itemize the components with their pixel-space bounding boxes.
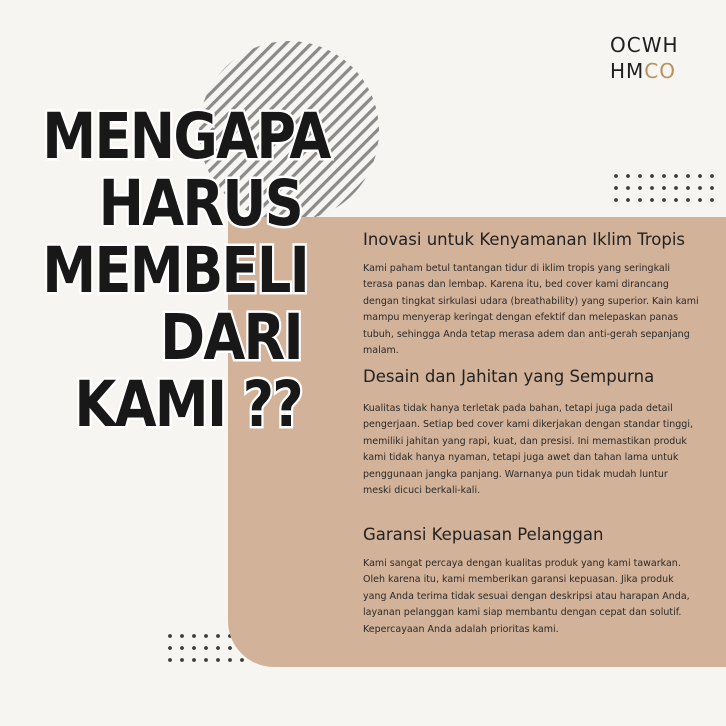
decorative-dot	[674, 186, 678, 190]
headline	[0, 100, 330, 441]
decorative-dot	[710, 174, 714, 178]
decorative-dot	[614, 174, 618, 178]
section-title: Garansi Kepuasan Pelanggan	[363, 525, 604, 544]
decorative-dot	[650, 198, 654, 202]
section-satisfaction-guarantee	[363, 525, 713, 638]
decorative-dot	[638, 174, 642, 178]
decorative-dot	[674, 174, 678, 178]
decorative-dot	[650, 174, 654, 178]
decorative-dot	[686, 198, 690, 202]
logo-line-2b: CO	[644, 59, 677, 83]
decorative-dot	[216, 646, 220, 650]
decorative-dot	[192, 634, 196, 638]
brand-logo	[610, 32, 679, 84]
headline-line: KAMI ??	[74, 368, 303, 441]
decorative-dot	[674, 198, 678, 202]
decorative-dot	[180, 658, 184, 662]
decorative-dot	[626, 198, 630, 202]
headline-line: DARI	[160, 301, 302, 374]
decorative-dot	[686, 186, 690, 190]
section-body: Kualitas tidak hanya terletak pada bahan, tetapi juga pada detail pengerjaan. Setiap bed cover kami dikerjakan dengan standar tinggi, memiliki jahitan yang rapi, kuat, dan presisi. Ini memastikan produk kami tidak hanya nyaman, tetapi juga awet dan tahan lama untuk penggunaan jangka panjang. Warnanya pun tidak mudah luntur meski dicuci berkali-kali.	[363, 403, 693, 497]
section-body: Kami sangat percaya dengan kualitas produk yang kami tawarkan. Oleh karena itu, kami memberikan garansi kepuasan. Jika produk yang Anda terima tidak sesuai dengan deskripsi atau harapan Anda, layanan pelanggan kami siap membantu dengan cepat dan solutif. Kepercayaan Anda adalah prioritas kami.	[363, 558, 690, 635]
decorative-dot	[192, 658, 196, 662]
decorative-dot	[614, 186, 618, 190]
decorative-dot	[168, 646, 172, 650]
decorative-dot	[662, 198, 666, 202]
logo-line-1: OCWH	[610, 33, 679, 57]
decorative-dot	[204, 658, 208, 662]
section-title: Inovasi untuk Kenyamanan Iklim Tropis	[363, 230, 686, 249]
decorative-dot	[204, 634, 208, 638]
decorative-dot	[168, 658, 172, 662]
decorative-dot	[228, 646, 232, 650]
dot-grid-decoration	[612, 172, 722, 212]
decorative-dot	[650, 186, 654, 190]
decorative-dot	[180, 646, 184, 650]
decorative-dot	[710, 186, 714, 190]
decorative-dot	[626, 174, 630, 178]
section-design-stitching	[363, 367, 713, 499]
decorative-dot	[710, 198, 714, 202]
decorative-dot	[626, 186, 630, 190]
decorative-dot	[192, 646, 196, 650]
decorative-dot	[204, 646, 208, 650]
decorative-dot	[638, 198, 642, 202]
decorative-dot	[698, 198, 702, 202]
section-tropical-comfort	[363, 230, 713, 359]
section-title: Desain dan Jahitan yang Sempurna	[363, 367, 655, 386]
decorative-dot	[638, 186, 642, 190]
decorative-dot	[698, 186, 702, 190]
decorative-dot	[614, 198, 618, 202]
decorative-dot	[698, 174, 702, 178]
decorative-dot	[240, 658, 244, 662]
headline-line: MEMBELI	[42, 234, 309, 307]
decorative-dot	[168, 634, 172, 638]
headline-line: MENGAPA	[42, 100, 330, 173]
decorative-dot	[662, 174, 666, 178]
decorative-dot	[228, 658, 232, 662]
logo-line-2a: HM	[610, 59, 645, 83]
section-body: Kami paham betul tantangan tidur di iklim tropis yang seringkali terasa panas dan lembap. Karena itu, bed cover kami dirancang dengan tingkat sirkulasi udara (breathability) yang superior. Kain kami mampu menyerap keringat dengan efektif dan melepaskan panas tubuh, sehingga Anda tetap merasa adem dan anti-gerah sepanjang malam.	[363, 263, 699, 357]
decorative-dot	[216, 658, 220, 662]
headline-line: HARUS	[98, 167, 302, 240]
decorative-dot	[216, 634, 220, 638]
decorative-dot	[686, 174, 690, 178]
logo-line-2	[610, 58, 679, 84]
decorative-dot	[180, 634, 184, 638]
decorative-dot	[662, 186, 666, 190]
